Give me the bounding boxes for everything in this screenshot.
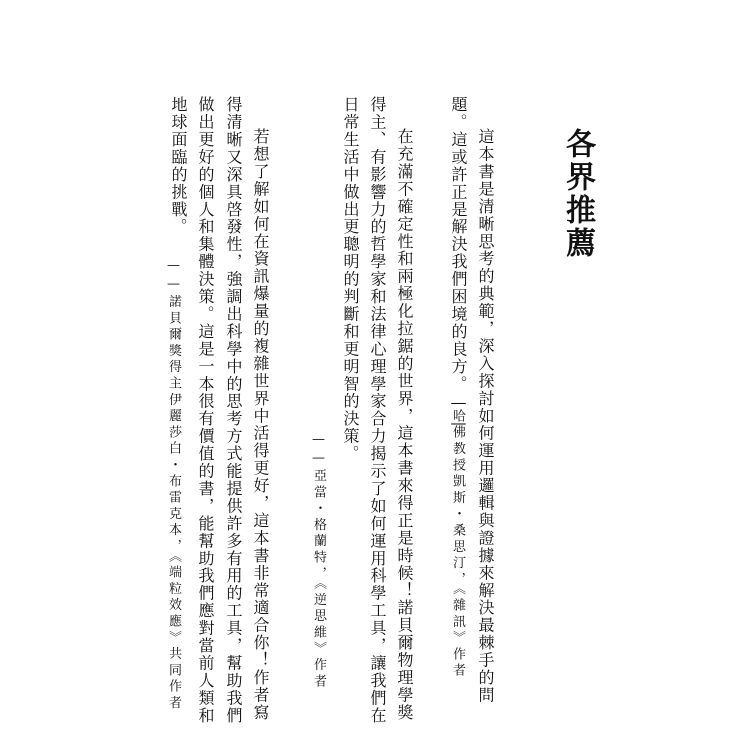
rec-2-attribution: ——亞當・格蘭特，《逆思維》作者 bbox=[311, 432, 326, 691]
rec-3-line-3: 做出更好的個人和集體決策。這是一本很有價值的書，能幫助我們應對當前人類和 bbox=[196, 96, 215, 725]
rec-2-line-1: 在充滿不確定性和兩極化拉鋸的世界，這本書來得正是時候！諾貝爾物理學獎 bbox=[395, 128, 414, 722]
rec-1-line-1: 這本書是清晰思考的典範，深入探討如何運用邏輯與證據來解決最棘手的問 bbox=[476, 128, 495, 704]
rec-3-line-2: 得清晰又深具啓發性，強調出科學中的思考方式能提供許多有用的工具，幫助我們 bbox=[224, 96, 243, 725]
rec-1-attribution: 哈佛教授凱斯・桑思汀，《雜訊》作者 bbox=[450, 409, 465, 680]
page-title: 各界推薦 bbox=[560, 128, 595, 260]
rec-3-line-1: 若想了解如何在資訊爆量的複雜世界中活得更好，這本書非常適合你！作者寫 bbox=[251, 128, 270, 722]
rec-2-line-3: 日常生活中做出更聰明的判斷和更明智的決策。 bbox=[341, 96, 360, 463]
rec-3-attribution: ——諾貝爾獎得主伊麗莎白・布雷克本，《端粒效應》共同作者 bbox=[166, 258, 181, 712]
rec-2-line-2: 得主、有影響力的哲學家和法律心理學家合力揭示了如何運用科學工具，讓我們在 bbox=[368, 96, 387, 725]
rec-3-line-4: 地球面臨的挑戰。 bbox=[169, 96, 188, 236]
rec-1-line-2: 題。這或許正是解決我們困境的良方。—— bbox=[449, 96, 468, 434]
